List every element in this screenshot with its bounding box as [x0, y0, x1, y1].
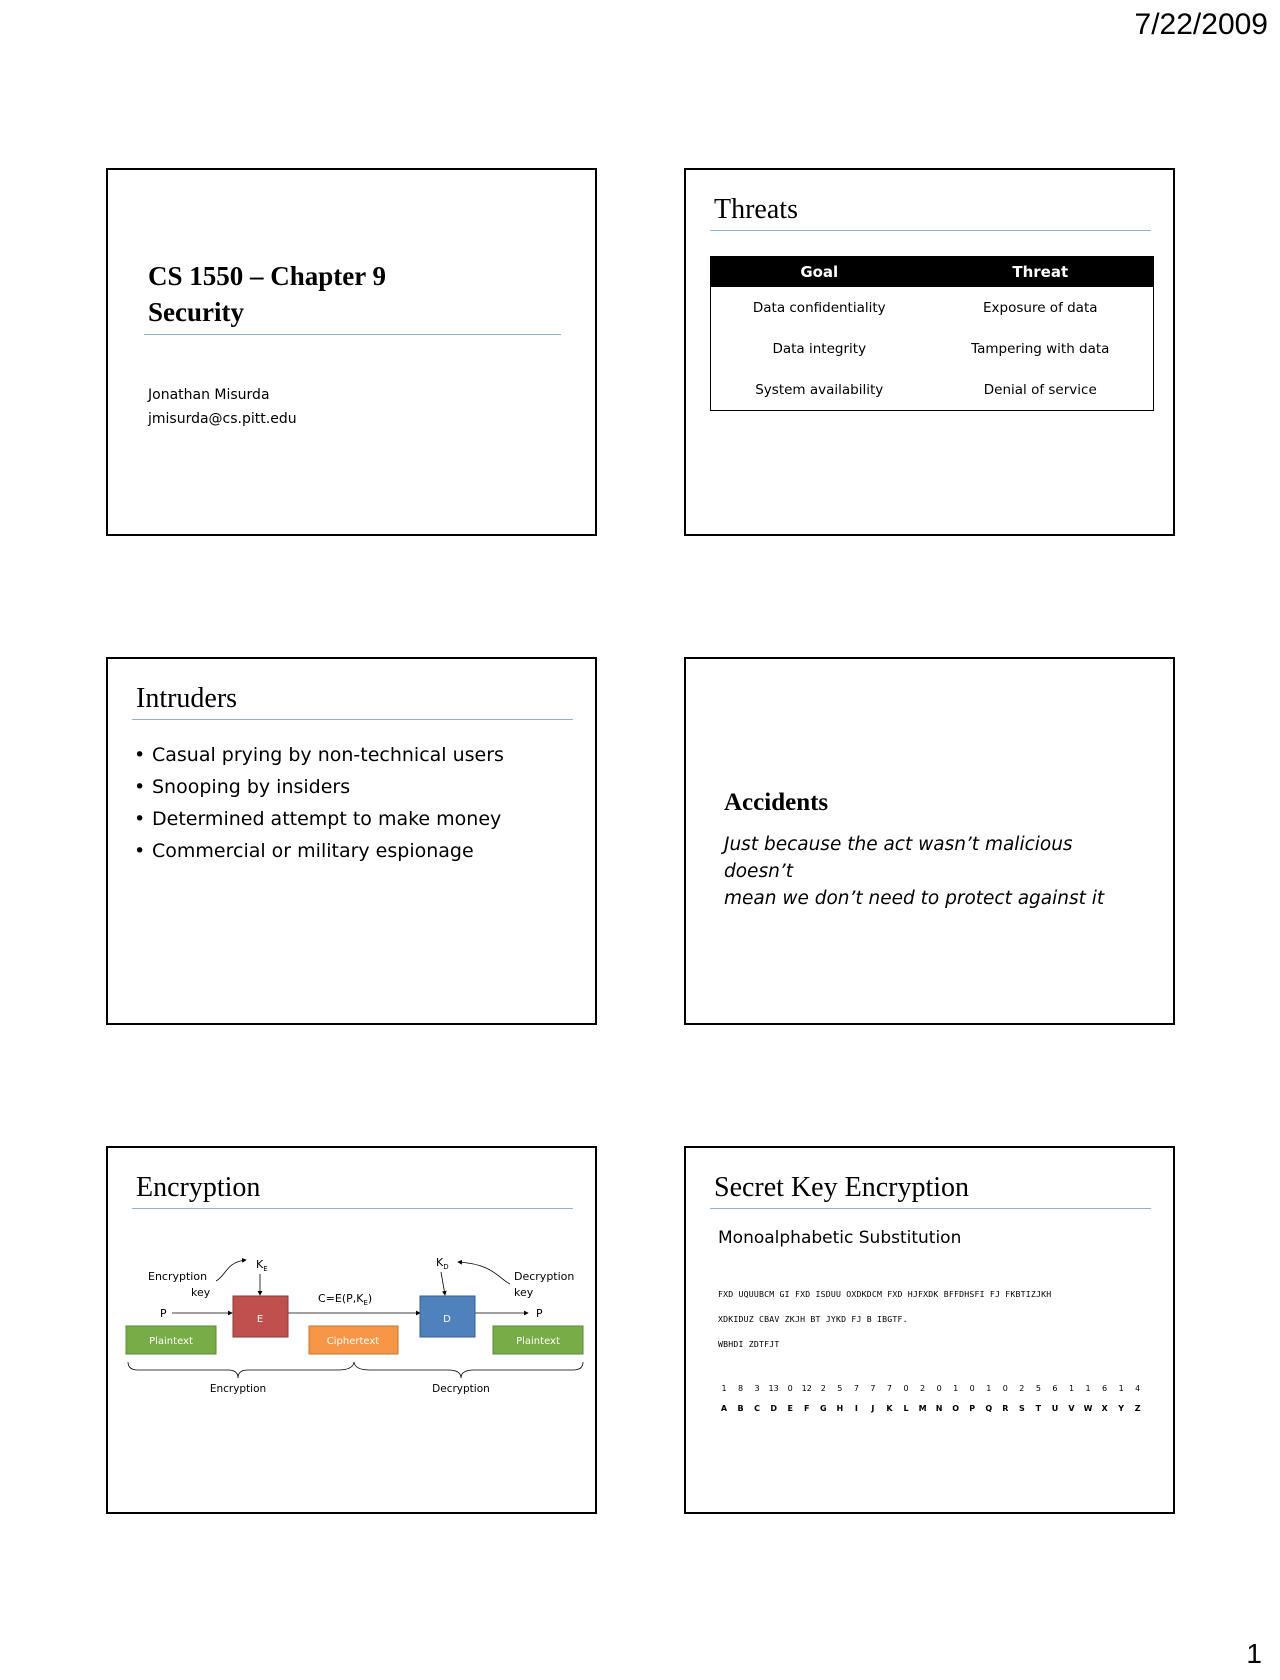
heading-divider [132, 719, 573, 720]
letter-count: 0 [787, 1384, 793, 1393]
slide-heading: Threats [714, 194, 798, 225]
threats-table [710, 256, 1154, 411]
table-cell: Data confidentiality [752, 299, 886, 316]
ciphertext-box-label: Ciphertext [326, 1336, 380, 1347]
slide-description [724, 831, 1144, 912]
letter-count: 5 [837, 1384, 843, 1393]
letter-count: 0 [1002, 1384, 1008, 1393]
letter-count: 8 [738, 1384, 744, 1393]
table-cell: System availability [755, 381, 884, 398]
alphabet-letter: U [1051, 1404, 1059, 1413]
letter-count: 7 [853, 1384, 859, 1393]
slide-heading: Accidents [724, 789, 829, 816]
letter-count: 0 [903, 1384, 909, 1393]
alphabet-letter: K [886, 1404, 893, 1413]
decrypt-box-label: D [443, 1314, 451, 1325]
letter-count: 3 [754, 1384, 760, 1393]
slide-heading: Encryption [136, 1172, 261, 1203]
encryption-key-label-2: key [191, 1286, 211, 1299]
letter-count: 1 [1085, 1384, 1091, 1393]
slide-secret-key-encryption [684, 1146, 1175, 1514]
encryption-diagram [108, 1148, 595, 1512]
letter-count: 1 [1118, 1384, 1124, 1393]
alphabet-letter: I [854, 1404, 858, 1413]
title-divider [144, 334, 561, 335]
alphabet-letter: V [1068, 1404, 1075, 1413]
letter-count: 0 [969, 1384, 975, 1393]
alphabet-letter: Q [985, 1404, 993, 1413]
alphabet-letter: X [1101, 1404, 1108, 1413]
alphabet-letter: W [1083, 1404, 1093, 1413]
column-header-threat: Threat [928, 257, 1154, 288]
letter-count: 1 [953, 1384, 959, 1393]
bullet-icon: • [134, 808, 146, 830]
plaintext-p-right: P [536, 1307, 543, 1320]
encryption-brace [128, 1362, 354, 1378]
author-name: Jonathan Misurda [148, 387, 270, 403]
plaintext-box-right-label: Plaintext [516, 1336, 560, 1347]
table-cell: Denial of service [983, 381, 1097, 398]
encryption-brace-label: Encryption [209, 1383, 267, 1395]
ke-connector [216, 1260, 246, 1281]
encryption-key-label: Encryption [148, 1270, 208, 1283]
list-item-text: Commercial or military espionage [152, 840, 474, 862]
chapter-topic: Security [148, 297, 244, 327]
letter-count: 7 [870, 1384, 876, 1393]
alphabet-letter: P [969, 1404, 976, 1413]
alphabet-letter: T [1035, 1404, 1042, 1413]
letter-count: 2 [1019, 1384, 1025, 1393]
alphabet-letter: B [737, 1404, 744, 1413]
slide-title-heading [148, 258, 386, 330]
letter-count: 1 [986, 1384, 992, 1393]
table-cell: Data integrity [772, 340, 867, 357]
plaintext-p-left: P [160, 1307, 167, 1320]
bullet-icon: • [134, 840, 146, 862]
slide-heading: Intruders [136, 683, 238, 714]
alphabet-letter: D [770, 1404, 777, 1413]
alphabet-letter: A [720, 1404, 728, 1413]
table-row [711, 369, 1154, 411]
slide-accidents [684, 657, 1175, 1025]
alphabet-letter: C [754, 1404, 761, 1413]
bullet-icon: • [134, 744, 146, 766]
letter-count: 12 [801, 1384, 812, 1393]
ciphertext-line: WBHDI ZDTFJT [718, 1339, 780, 1349]
alphabet-letter: L [903, 1404, 909, 1413]
description-line: Just because the act wasn’t malicious doesn’t [724, 834, 1073, 882]
list-item [134, 771, 504, 803]
table-header-row [711, 257, 1154, 288]
letter-count: 5 [1035, 1384, 1041, 1393]
alphabet-letter: J [871, 1404, 875, 1413]
handout-date: 7/22/2009 [1134, 8, 1268, 41]
table-cell: Tampering with data [971, 340, 1110, 357]
cipher-formula: $C=E(P,K_E)$ [318, 1292, 373, 1307]
list-item [134, 803, 504, 835]
alphabet-letter: S [1018, 1404, 1025, 1413]
table-cell: Exposure of data [983, 299, 1098, 316]
letter-count: 13 [768, 1384, 779, 1393]
alphabet-letter: H [836, 1404, 844, 1413]
slide-subtitle: Monoalphabetic Substitution [718, 1228, 962, 1248]
alphabet-letter: F [804, 1404, 810, 1413]
heading-divider [710, 230, 1151, 231]
alphabet-letter: M [918, 1404, 927, 1413]
ke-label: $K_E$ [256, 1258, 268, 1273]
list-item-text: Determined attempt to make money [152, 808, 502, 830]
description-line: mean we don’t need to protect against it [724, 888, 1105, 909]
column-header-goal: Goal [711, 257, 928, 288]
letter-count: 1 [721, 1384, 727, 1393]
decryption-key-label: Decryption [514, 1270, 575, 1283]
alphabet-row [716, 1404, 1146, 1413]
bullet-icon: • [134, 776, 146, 798]
table-row [711, 328, 1154, 369]
slide-title [106, 168, 597, 536]
decryption-key-label-2: key [514, 1286, 534, 1299]
encrypt-box-label: E [256, 1314, 264, 1325]
slide-encryption [106, 1146, 597, 1514]
alphabet-letter: O [952, 1404, 960, 1413]
letter-count: 4 [1135, 1384, 1141, 1393]
letter-count: 6 [1052, 1384, 1058, 1393]
letter-count-row [716, 1384, 1146, 1393]
list-item [134, 739, 504, 771]
slide-threats [684, 168, 1175, 536]
table-row [711, 287, 1154, 328]
author-email: jmisurda@cs.pitt.edu [148, 411, 297, 427]
alphabet-letter: N [935, 1404, 943, 1413]
plaintext-box-left-label: Plaintext [149, 1336, 193, 1347]
page-number: 1 [1246, 1638, 1262, 1669]
letter-count: 2 [920, 1384, 926, 1393]
list-item-text: Casual prying by non-technical users [152, 744, 504, 766]
list-item [134, 835, 504, 867]
kd-label: $K_D$ [436, 1256, 449, 1271]
author-block [148, 383, 297, 431]
letter-count: 2 [820, 1384, 826, 1393]
kd-connector [458, 1262, 510, 1284]
decryption-brace [354, 1362, 583, 1378]
alphabet-letter: Y [1118, 1404, 1125, 1413]
slide-intruders [106, 657, 597, 1025]
ciphertext-line: XDKIDUZ CBAV ZKJH BT JYKD FJ B IBGTF. [718, 1314, 908, 1324]
slide-heading: Secret Key Encryption [714, 1172, 970, 1203]
kd-arrow [441, 1272, 445, 1295]
heading-divider [710, 1208, 1151, 1209]
letter-count: 6 [1102, 1384, 1108, 1393]
ciphertext-line: FXD UQUUBCM GI FXD ISDUU OXDKDCM FXD HJFXDK BFFDHSFI FJ FKBTIZJKH [718, 1289, 1052, 1299]
letter-count: 7 [886, 1384, 893, 1393]
letter-count: 0 [936, 1384, 942, 1393]
letter-count: 1 [1068, 1384, 1075, 1393]
bullet-list [134, 739, 504, 867]
decryption-brace-label: Decryption [432, 1383, 490, 1395]
alphabet-letter: Z [1134, 1404, 1141, 1413]
alphabet-letter: R [1002, 1404, 1009, 1413]
list-item-text: Snooping by insiders [152, 776, 351, 798]
alphabet-letter: G [819, 1404, 827, 1413]
alphabet-letter: E [787, 1404, 793, 1413]
course-title: CS 1550 – Chapter 9 [148, 261, 387, 291]
